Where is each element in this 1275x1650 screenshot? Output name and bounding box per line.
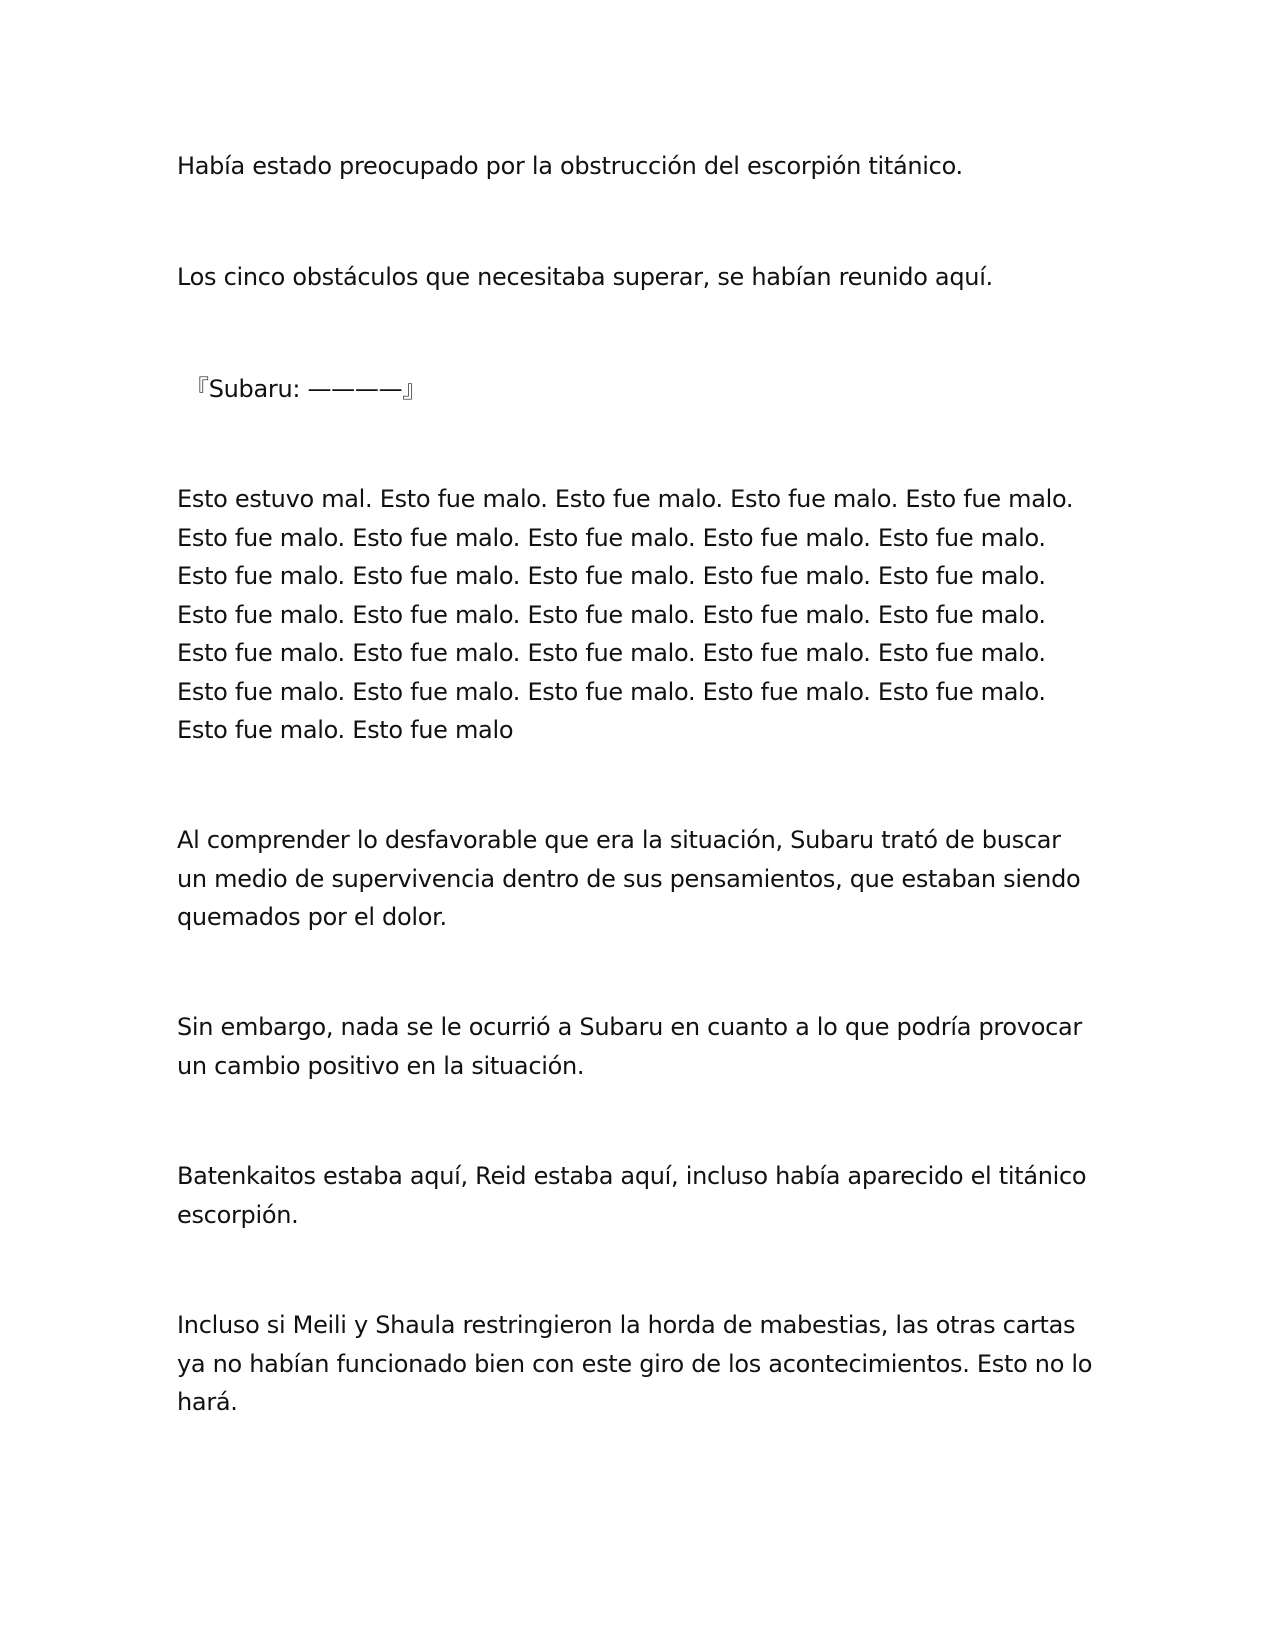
paragraph-1: Había estado preocupado por la obstrucción del escorpión titánico. [177,152,963,180]
paragraph-5: Al comprender lo desfavorable que era la situación, Subaru trató de buscar un medio de supervivencia dentro de sus pensamientos, que estaban siendo quemados por el dolor. [177,826,1081,931]
paragraph-6: Sin embargo, nada se le ocurrió a Subaru en cuanto a lo que podría provocar un cambio positivo en la situación. [177,1013,1082,1080]
paragraph-2: Los cinco obstáculos que necesitaba superar, se habían reunido aquí. [177,263,993,291]
paragraph-7: Batenkaitos estaba aquí, Reid estaba aquí, incluso había aparecido el titánico escorpión. [177,1162,1087,1229]
paragraph-8: Incluso si Meili y Shaula restringieron la horda de mabestias, las otras cartas ya no habían funcionado bien con este giro de los acontecimientos. Esto no lo hará. [177,1311,1093,1416]
dialogue-line: 『Subaru: ————』 [185,375,426,403]
paragraph-repetition: Esto estuvo mal. Esto fue malo. Esto fue malo. Esto fue malo. Esto fue malo. Esto fue malo. Esto fue malo. Esto fue malo. Esto fue malo. Esto fue malo. Esto fue malo. Esto fue malo. Esto fue malo. Esto fue malo. Esto fue malo. Esto fue malo. Esto fue malo. Esto fue malo. Esto fue malo. Esto fue malo. Esto fue malo. Esto fue malo. Esto fue malo. Esto fue malo. Esto fue malo. Esto fue malo. Esto fue malo. Esto fue malo. Esto fue malo. Esto fue malo. Esto fue malo. Esto fue malo [177,485,1074,744]
